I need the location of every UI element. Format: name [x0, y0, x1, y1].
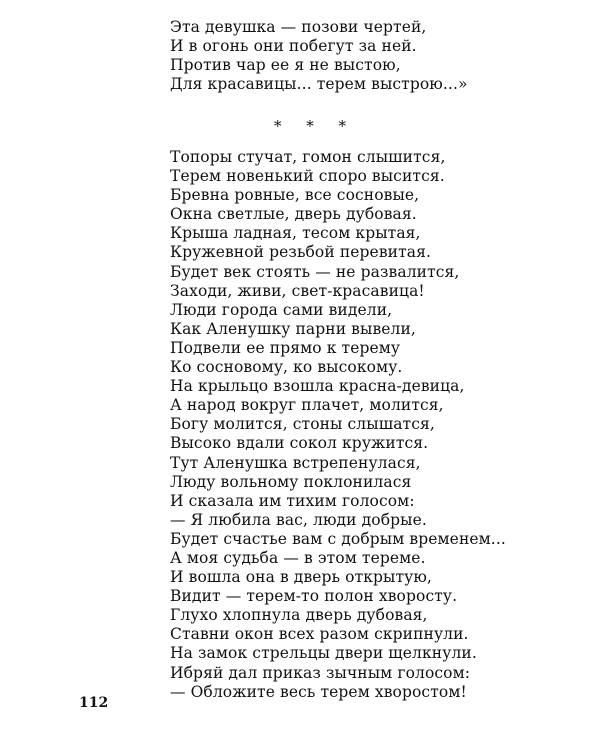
poem-line: Люду вольному поклонилася: [170, 472, 412, 491]
poem-line: Высоко вдали сокол кружится.: [170, 434, 429, 453]
poem-line: А народ вокруг плачет, молится,: [170, 396, 444, 415]
stanza-main: [170, 148, 506, 702]
stanza-separator: * * *: [273, 117, 357, 135]
poem-line: Бревна ровные, все сосновые,: [170, 186, 420, 205]
poem-line: На замок стрельцы двери щелкнули.: [170, 644, 477, 663]
poem-line: — Я любила вас, люди добрые.: [170, 510, 427, 529]
poem-line: Эта девушка — позови чертей,: [170, 18, 427, 36]
poem-line: Тут Аленушка встрепенулася,: [170, 453, 421, 472]
poem-line: На крыльцо взошла красна-девица,: [170, 377, 465, 396]
poem-line: — Обложите весь терем хворостом!: [170, 682, 467, 701]
poem-line: Крыша ладная, тесом крытая,: [170, 224, 421, 243]
poem-line: Против чар ее я не выстою,: [170, 56, 401, 75]
poem-line: Заходи, живи, свет-красавица!: [170, 281, 425, 300]
poem-line: Ставни окон всех разом скрипнули.: [170, 625, 469, 644]
poem-line: Для красавицы... терем выстрою...»: [170, 75, 468, 94]
poem-line: Как Аленушку парни вывели,: [170, 319, 416, 338]
poem-line: Терем новенький споро высится.: [170, 167, 445, 186]
poem-line: Топоры стучат, гомон слышится,: [170, 148, 446, 166]
poem-line: Ко сосновому, ко высокому.: [170, 358, 403, 377]
poem-line: И в огонь они побегут за ней.: [170, 37, 417, 56]
page-number: 112: [79, 695, 109, 711]
poem-line: Люди города сами видели,: [170, 300, 393, 319]
poem-line: Ибряй дал приказ зычным голосом:: [170, 663, 471, 682]
poem-line: Кружевной резьбой перевитая.: [170, 243, 432, 262]
poem-line: Видит — терем-то полон хворосту.: [170, 587, 458, 606]
poem-line: И сказала им тихим голосом:: [170, 491, 415, 510]
stanza-top: [170, 18, 468, 94]
poem-line: Богу молится, стоны слышатся,: [170, 415, 435, 434]
poem-line: Будет счастье вам с добрым временем...: [170, 529, 506, 548]
poem-line: Окна светлые, дверь дубовая.: [170, 205, 417, 224]
poem-line: Глухо хлопнула дверь дубовая,: [170, 606, 428, 625]
poem-line: А моя судьба — в этом тереме.: [170, 548, 426, 567]
poem-line: И вошла она в дверь открытую,: [170, 568, 433, 587]
poem-line: Подвели ее прямо к терему: [170, 338, 401, 357]
poem-line: Будет век стоять — не развалится,: [170, 262, 460, 281]
